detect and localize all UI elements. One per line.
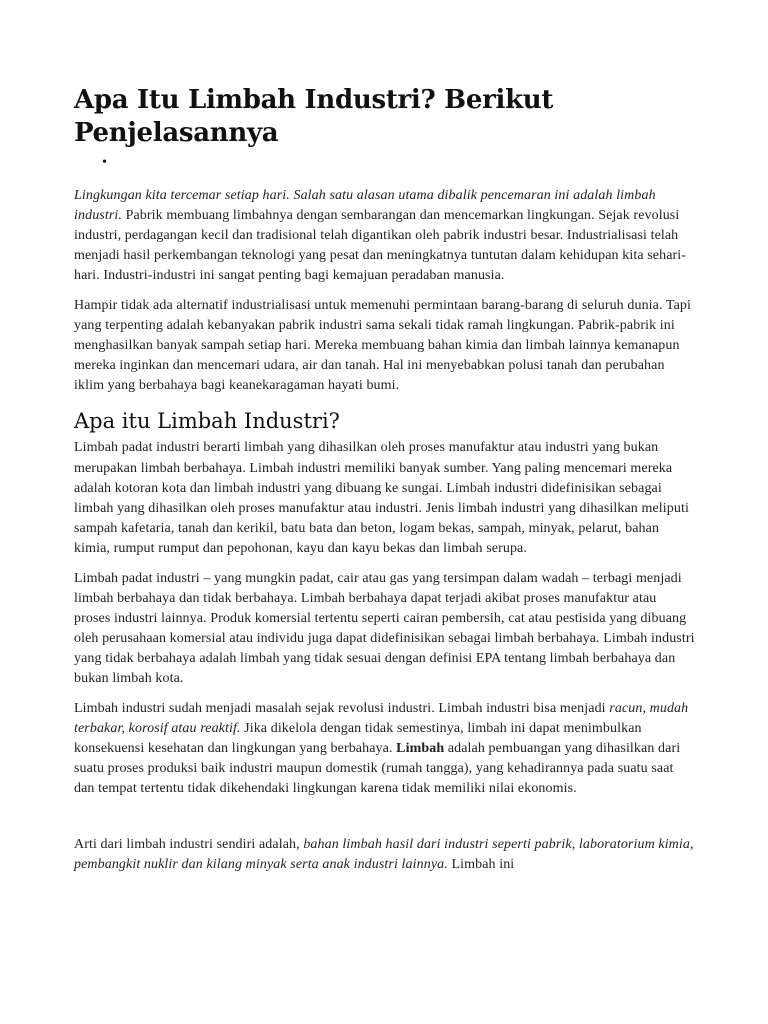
waste-problem-emphasis: racun, mudah terbakar, korosif atau reaktif. xyxy=(74,700,689,736)
definition-text-2: Limbah ini xyxy=(447,856,515,872)
definition-text-1: Arti dari limbah industri sendiri adalah, xyxy=(74,836,304,852)
paragraph-solid-waste: Limbah padat industri berarti limbah yang dihasilkan oleh proses manufaktur atau industri yang bukan merupakan limbah berbahaya. Limbah industri memiliki banyak sumber. Yang paling mencemari mereka adalah kotoran kota dan limbah industri yang dibuang ke sungai. Limbah industri didefinisikan sebagai limbah yang dihasilkan oleh proses manufaktur atau industri. Jenis limbah industri yang dihasilkan meliputi sampah kafetaria, tanah dan kerikil, batu bata dan beton, logam bekas, sampah, minyak, pelarut, bahan kimia, rumput rumput dan pepohonan, kayu dan kayu bekas dan limbah serupa. xyxy=(74,440,689,556)
waste-problem-text-3: adalah pembuangan yang dihasilkan dari suatu proses produksi baik industri maupun domestik (rumah tangga), yang kehadirannya pada suatu saat dan tempat tertentu tidak dikehendaki lingkungan karena tidak memiliki nilai ekonomis. xyxy=(74,740,681,796)
waste-problem-text-1: Limbah industri sudah menjadi masalah sejak revolusi industri. Limbah industri bisa menjadi xyxy=(74,700,610,716)
article-title: Apa Itu Limbah Industri? Berikut Penjelasannya xyxy=(74,85,554,148)
intro-text: Pabrik membuang limbahnya dengan sembarangan dan mencemarkan lingkungan. Sejak revolusi industri, perdagangan kecil dan tradisional telah digantikan oleh pabrik industri besar. Industrialisasi telah menjadi hasil perkembangan teknologi yang pesat dan meningkatnya tuntutan dalam kehidupan kita sehari-hari. Industri-industri ini sangat penting bagi kemajuan peradaban manusia. xyxy=(74,208,687,284)
waste-problem-text-2: Jika dikelola dengan tidak semestinya, limbah ini dapat menimbulkan konsekuensi kesehatan dan lingkungan yang berbahaya. xyxy=(74,720,642,756)
paragraph-industrialization: Hampir tidak ada alternatif industrialisasi untuk memenuhi permintaan barang-barang di seluruh dunia. Tapi yang terpenting adalah kebanyakan pabrik industri sama sekali tidak ramah lingkungan. Pabrik-pabrik ini menghasilkan banyak sampah setiap hari. Mereka membuang bahan kimia dan limbah lainnya kemanapun mereka inginkan dan mencemari udara, air dan tanah. Hal ini menyebabkan polusi tanah dan perubahan iklim yang berbahaya bagi keanekaragaman hayati bumi. xyxy=(74,297,692,394)
paragraph-waste-problem xyxy=(74,699,696,799)
definition-emphasis: bahan limbah hasil dari industri seperti pabrik, laboratorium kimia, pembangkit nuklir dan kilang minyak serta anak industri lainnya. xyxy=(74,836,694,872)
empty-list-bullet: • xyxy=(102,155,107,170)
section-heading: Apa itu Limbah Industri? xyxy=(74,409,340,434)
waste-problem-bold: Limbah xyxy=(396,740,445,756)
paragraph-spacer xyxy=(74,809,696,835)
intro-emphasis: Lingkungan kita tercemar setiap hari. Salah satu alasan utama dibalik pencemaran ini adalah limbah industri. xyxy=(74,188,656,224)
paragraph-definition xyxy=(74,835,696,875)
paragraph-intro xyxy=(74,186,696,286)
paragraph-hazardous-waste: Limbah padat industri – yang mungkin padat, cair atau gas yang tersimpan dalam wadah – terbagi menjadi limbah berbahaya dan tidak berbahaya. Limbah berbahaya dapat terjadi akibat proses manufaktur atau proses industri lainnya. Produk komersial tertentu seperti cairan pembersih, cat atau pestisida yang dibuang oleh perusahaan komersial atau individu juga dapat didefinisikan sebagai limbah berbahaya. Limbah industri yang tidak berbahaya adalah limbah yang tidak sesuai dengan definisi EPA tentang limbah berbahaya dan bukan limbah kota. xyxy=(74,570,695,686)
article xyxy=(74,84,696,884)
